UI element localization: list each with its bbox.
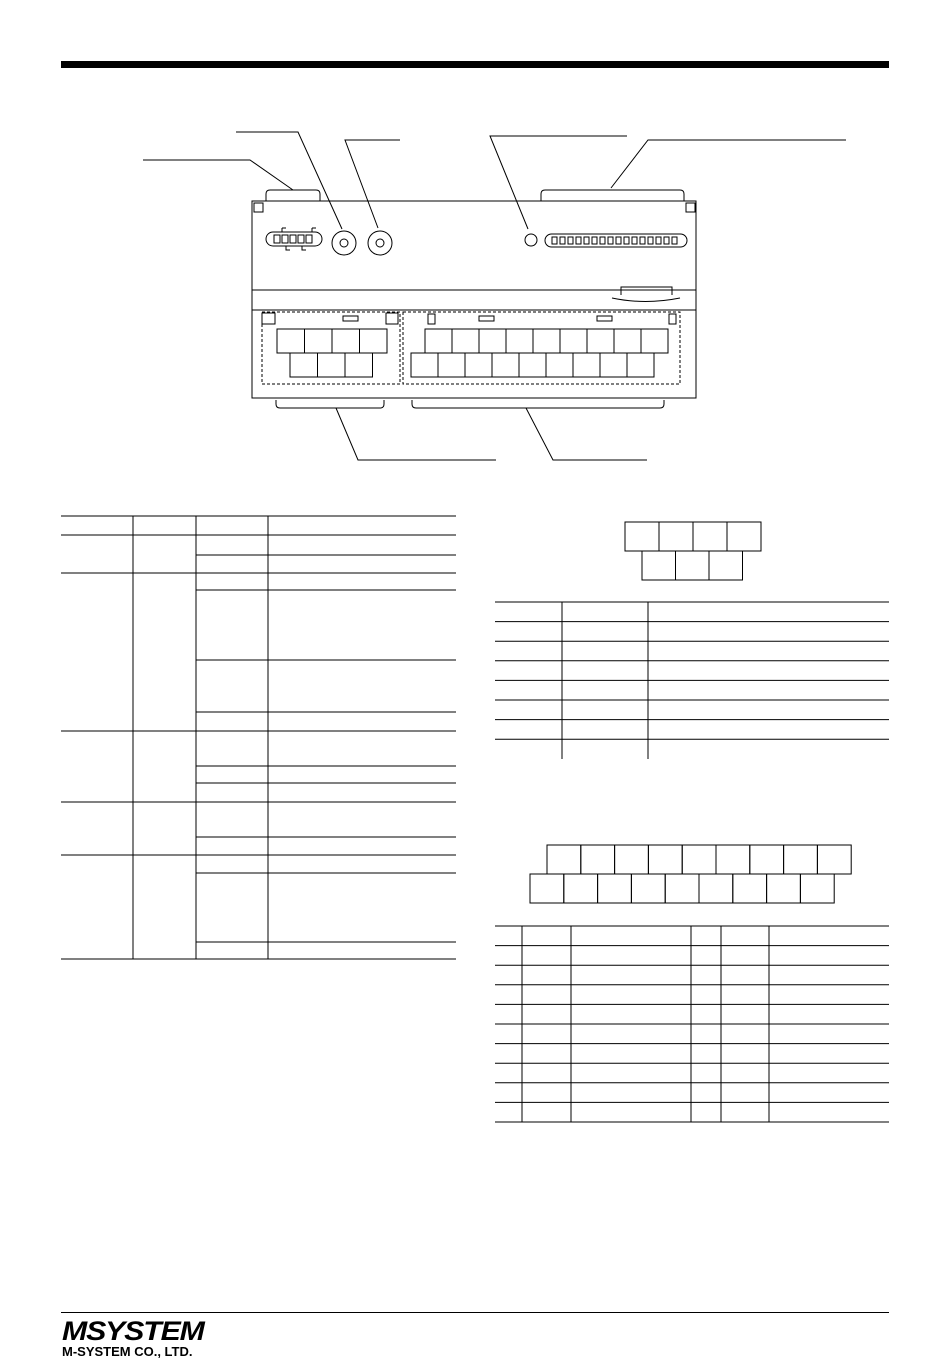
led-segment	[672, 237, 677, 244]
terminal-cell	[676, 551, 710, 580]
terminal-cell	[699, 874, 733, 903]
terminal-cell	[648, 845, 682, 874]
leader-lines	[143, 132, 846, 460]
terminal-cell	[784, 845, 818, 874]
terminal-cell	[750, 845, 784, 874]
led-segment	[624, 237, 629, 244]
terminal-cell	[530, 874, 564, 903]
status-led	[525, 234, 537, 246]
terminal-cell	[573, 353, 600, 377]
terminal-cell	[767, 874, 801, 903]
terminal-cell	[547, 845, 581, 874]
terminal-cell	[332, 329, 360, 353]
led-segment	[592, 237, 597, 244]
led-segment	[600, 237, 605, 244]
terminal-cell	[709, 551, 743, 580]
company-name: M-SYSTEM CO., LTD.	[62, 1344, 193, 1359]
terminal-cell	[641, 329, 668, 353]
led-segment	[616, 237, 621, 244]
led-segment	[552, 237, 557, 244]
rotary-switch-2	[368, 231, 392, 255]
terminal-cell	[627, 353, 654, 377]
led-segment	[560, 237, 565, 244]
terminal-cell	[716, 845, 750, 874]
terminal-cell	[479, 329, 506, 353]
terminal-cell	[425, 329, 452, 353]
terminal-cell	[411, 353, 438, 377]
led-segment	[656, 237, 661, 244]
terminal-cell	[642, 551, 676, 580]
terminal-cell	[615, 845, 649, 874]
company-logo: MSYSTEM	[62, 1316, 204, 1346]
led-segment	[584, 237, 589, 244]
terminal-cell	[290, 353, 318, 377]
terminal-cell	[277, 329, 305, 353]
terminal-cell	[587, 329, 614, 353]
terminal-cell	[614, 329, 641, 353]
power-terminal-table	[495, 602, 889, 759]
terminal-cell	[625, 522, 659, 551]
terminal-cell	[733, 874, 767, 903]
led-segment	[576, 237, 581, 244]
io-terminal-block	[403, 312, 680, 384]
terminal-cell	[817, 845, 851, 874]
terminal-cell	[465, 353, 492, 377]
terminal-cell	[682, 845, 716, 874]
terminal-cell	[305, 329, 333, 353]
device-front-view	[143, 132, 846, 460]
io-terminal-diagram	[530, 845, 851, 903]
terminal-cell	[600, 353, 627, 377]
rotary-switch-1	[332, 231, 356, 255]
terminal-cell	[318, 353, 346, 377]
led-segment	[648, 237, 653, 244]
io-terminal-table	[495, 926, 889, 1122]
led-segment	[608, 237, 613, 244]
terminal-cell	[631, 874, 665, 903]
terminal-cell	[345, 353, 373, 377]
terminal-cell	[519, 353, 546, 377]
device-body	[252, 201, 696, 398]
terminal-cell	[800, 874, 834, 903]
terminal-cell	[533, 329, 560, 353]
terminal-cell	[546, 353, 573, 377]
terminal-cell	[598, 874, 632, 903]
led-segment	[664, 237, 669, 244]
footer-rule	[61, 1312, 889, 1313]
terminal-cell	[452, 329, 479, 353]
terminal-cell	[360, 329, 388, 353]
power-terminal-block	[262, 312, 400, 384]
terminal-cell	[506, 329, 533, 353]
terminal-cell	[564, 874, 598, 903]
terminal-cell	[560, 329, 587, 353]
led-segment	[568, 237, 573, 244]
terminal-cell	[727, 522, 761, 551]
components-table	[61, 516, 456, 959]
terminal-cell	[438, 353, 465, 377]
terminal-cell	[581, 845, 615, 874]
led-segment	[640, 237, 645, 244]
power-terminal-diagram	[625, 522, 761, 580]
led-segment	[632, 237, 637, 244]
terminal-cell	[492, 353, 519, 377]
terminal-cell	[659, 522, 693, 551]
terminal-cell	[693, 522, 727, 551]
terminal-cell	[665, 874, 699, 903]
